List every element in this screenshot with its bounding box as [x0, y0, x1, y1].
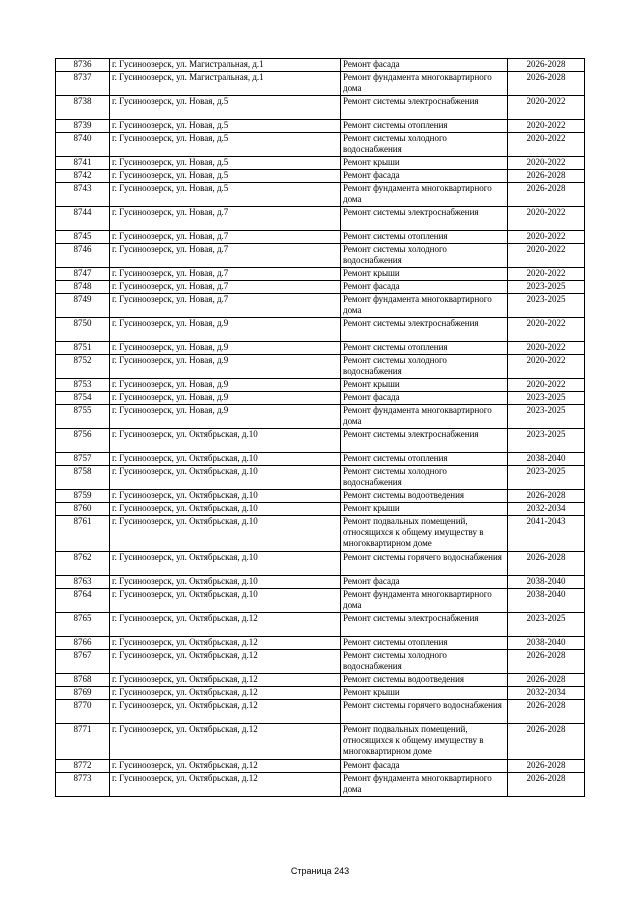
cell-address: г. Гусиноозерск, ул. Октябрьская, д.10: [110, 453, 341, 466]
cell-period: 2020-2022: [508, 268, 585, 281]
table-row: [56, 72, 585, 96]
page-footer: [0, 866, 640, 876]
cell-number: 8750: [56, 318, 110, 342]
cell-period: 2020-2022: [508, 120, 585, 133]
cell-address: г. Гусиноозерск, ул. Октябрьская, д.12: [110, 773, 341, 797]
cell-number: 8769: [56, 687, 110, 700]
cell-work-type: Ремонт фасада: [341, 59, 508, 72]
cell-address: г. Гусиноозерск, ул. Октябрьская, д.12: [110, 724, 341, 760]
cell-work-type: Ремонт системы отопления: [341, 231, 508, 244]
cell-period: 2026-2028: [508, 700, 585, 724]
cell-period: 2041-2043: [508, 516, 585, 552]
cell-address: г. Гусиноозерск, ул. Новая, д.7: [110, 231, 341, 244]
table-row: [56, 773, 585, 797]
cell-address: г. Гусиноозерск, ул. Новая, д.5: [110, 96, 341, 120]
table-row: [56, 294, 585, 318]
table-row: [56, 183, 585, 207]
cell-address: г. Гусиноозерск, ул. Магистральная, д.1: [110, 59, 341, 72]
cell-period: 2020-2022: [508, 157, 585, 170]
cell-address: г. Гусиноозерск, ул. Октябрьская, д.10: [110, 589, 341, 613]
cell-number: 8744: [56, 207, 110, 231]
table-row: [56, 687, 585, 700]
cell-period: 2020-2022: [508, 96, 585, 120]
cell-number: 8760: [56, 503, 110, 516]
cell-work-type: Ремонт крыши: [341, 687, 508, 700]
cell-work-type: Ремонт системы отопления: [341, 120, 508, 133]
cell-number: 8768: [56, 674, 110, 687]
cell-number: 8764: [56, 589, 110, 613]
cell-number: 8767: [56, 650, 110, 674]
cell-period: 2026-2028: [508, 72, 585, 96]
cell-period: 2026-2028: [508, 552, 585, 576]
cell-number: 8749: [56, 294, 110, 318]
cell-work-type: Ремонт системы горячего водоснабжения: [341, 700, 508, 724]
cell-address: г. Гусиноозерск, ул. Новая, д.5: [110, 133, 341, 157]
cell-address: г. Гусиноозерск, ул. Октябрьская, д.10: [110, 552, 341, 576]
table-row: [56, 244, 585, 268]
cell-address: г. Гусиноозерск, ул. Новая, д.9: [110, 355, 341, 379]
cell-work-type: Ремонт системы электроснабжения: [341, 96, 508, 120]
cell-period: 2026-2028: [508, 724, 585, 760]
cell-address: г. Гусиноозерск, ул. Октябрьская, д.12: [110, 637, 341, 650]
cell-period: 2020-2022: [508, 244, 585, 268]
cell-number: 8761: [56, 516, 110, 552]
cell-number: 8771: [56, 724, 110, 760]
table-row: [56, 760, 585, 773]
cell-work-type: Ремонт фасада: [341, 576, 508, 589]
table-row: [56, 589, 585, 613]
cell-work-type: Ремонт фундамента многоквартирного дома: [341, 773, 508, 797]
cell-number: 8763: [56, 576, 110, 589]
cell-period: 2020-2022: [508, 355, 585, 379]
cell-number: 8748: [56, 281, 110, 294]
cell-work-type: Ремонт подвальных помещений, относящихся к общему имуществу в многоквартирном доме: [341, 516, 508, 552]
table-row: [56, 552, 585, 576]
cell-work-type: Ремонт системы водоотведения: [341, 490, 508, 503]
table-row: [56, 576, 585, 589]
cell-address: г. Гусиноозерск, ул. Новая, д.9: [110, 342, 341, 355]
cell-work-type: Ремонт крыши: [341, 268, 508, 281]
cell-work-type: Ремонт системы холодного водоснабжения: [341, 466, 508, 490]
cell-period: 2026-2028: [508, 59, 585, 72]
cell-work-type: Ремонт фундамента многоквартирного дома: [341, 589, 508, 613]
cell-number: 8752: [56, 355, 110, 379]
cell-work-type: Ремонт фасада: [341, 760, 508, 773]
cell-address: г. Гусиноозерск, ул. Октябрьская, д.10: [110, 429, 341, 453]
cell-work-type: Ремонт фасада: [341, 170, 508, 183]
cell-address: г. Гусиноозерск, ул. Новая, д.9: [110, 405, 341, 429]
cell-period: 2023-2025: [508, 429, 585, 453]
cell-number: 8765: [56, 613, 110, 637]
cell-number: 8755: [56, 405, 110, 429]
table-row: [56, 490, 585, 503]
cell-number: 8747: [56, 268, 110, 281]
cell-number: 8743: [56, 183, 110, 207]
cell-number: 8762: [56, 552, 110, 576]
cell-work-type: Ремонт системы водоотведения: [341, 674, 508, 687]
cell-number: 8746: [56, 244, 110, 268]
table-row: [56, 700, 585, 724]
cell-period: 2023-2025: [508, 294, 585, 318]
table-row: [56, 268, 585, 281]
cell-number: 8738: [56, 96, 110, 120]
cell-address: г. Гусиноозерск, ул. Новая, д.7: [110, 294, 341, 318]
cell-address: г. Гусиноозерск, ул. Октябрьская, д.10: [110, 490, 341, 503]
cell-work-type: Ремонт системы холодного водоснабжения: [341, 650, 508, 674]
table-row: [56, 157, 585, 170]
cell-number: 8745: [56, 231, 110, 244]
table-row: [56, 231, 585, 244]
cell-address: г. Гусиноозерск, ул. Октябрьская, д.10: [110, 466, 341, 490]
cell-period: 2020-2022: [508, 133, 585, 157]
cell-period: 2020-2022: [508, 207, 585, 231]
cell-address: г. Гусиноозерск, ул. Новая, д.5: [110, 120, 341, 133]
cell-work-type: Ремонт фасада: [341, 392, 508, 405]
cell-number: 8737: [56, 72, 110, 96]
cell-address: г. Гусиноозерск, ул. Октябрьская, д.12: [110, 613, 341, 637]
cell-period: 2023-2025: [508, 281, 585, 294]
cell-work-type: Ремонт фундамента многоквартирного дома: [341, 72, 508, 96]
table-row: [56, 674, 585, 687]
cell-work-type: Ремонт системы холодного водоснабжения: [341, 133, 508, 157]
cell-number: 8759: [56, 490, 110, 503]
table-row: [56, 342, 585, 355]
cell-work-type: Ремонт системы отопления: [341, 453, 508, 466]
cell-work-type: Ремонт фундамента многоквартирного дома: [341, 405, 508, 429]
cell-period: 2026-2028: [508, 490, 585, 503]
table-row: [56, 637, 585, 650]
cell-work-type: Ремонт фасада: [341, 281, 508, 294]
table-row: [56, 466, 585, 490]
table-row: [56, 392, 585, 405]
cell-period: 2023-2025: [508, 613, 585, 637]
registry-table: [55, 58, 585, 797]
cell-number: 8756: [56, 429, 110, 453]
cell-period: 2020-2022: [508, 379, 585, 392]
cell-period: 2020-2022: [508, 318, 585, 342]
cell-address: г. Гусиноозерск, ул. Новая, д.5: [110, 183, 341, 207]
page-number-label: Страница 243: [290, 866, 350, 876]
cell-work-type: Ремонт системы электроснабжения: [341, 613, 508, 637]
table-row: [56, 503, 585, 516]
cell-address: г. Гусиноозерск, ул. Октябрьская, д.12: [110, 687, 341, 700]
table-row: [56, 379, 585, 392]
cell-work-type: Ремонт системы электроснабжения: [341, 318, 508, 342]
cell-number: 8740: [56, 133, 110, 157]
cell-address: г. Гусиноозерск, ул. Октябрьская, д.12: [110, 700, 341, 724]
table-row: [56, 613, 585, 637]
table-row: [56, 59, 585, 72]
cell-work-type: Ремонт крыши: [341, 157, 508, 170]
cell-number: 8753: [56, 379, 110, 392]
table-row: [56, 724, 585, 760]
cell-address: г. Гусиноозерск, ул. Новая, д.7: [110, 268, 341, 281]
cell-address: г. Гусиноозерск, ул. Новая, д.9: [110, 392, 341, 405]
cell-work-type: Ремонт системы холодного водоснабжения: [341, 355, 508, 379]
table-row: [56, 650, 585, 674]
cell-period: 2023-2025: [508, 405, 585, 429]
cell-period: 2026-2028: [508, 760, 585, 773]
table-row: [56, 318, 585, 342]
cell-address: г. Гусиноозерск, ул. Новая, д.5: [110, 157, 341, 170]
table-row: [56, 516, 585, 552]
cell-address: г. Гусиноозерск, ул. Октябрьская, д.10: [110, 576, 341, 589]
cell-address: г. Гусиноозерск, ул. Октябрьская, д.12: [110, 674, 341, 687]
cell-number: 8770: [56, 700, 110, 724]
table-row: [56, 355, 585, 379]
table-row: [56, 120, 585, 133]
cell-address: г. Гусиноозерск, ул. Магистральная, д.1: [110, 72, 341, 96]
table-row: [56, 96, 585, 120]
cell-work-type: Ремонт подвальных помещений, относящихся к общему имуществу в многоквартирном доме: [341, 724, 508, 760]
cell-work-type: Ремонт фундамента многоквартирного дома: [341, 294, 508, 318]
cell-work-type: Ремонт системы отопления: [341, 342, 508, 355]
cell-period: 2038-2040: [508, 637, 585, 650]
cell-period: 2038-2040: [508, 576, 585, 589]
table-row: [56, 170, 585, 183]
cell-number: 8754: [56, 392, 110, 405]
cell-period: 2020-2022: [508, 342, 585, 355]
cell-period: 2032-2034: [508, 687, 585, 700]
cell-period: 2026-2028: [508, 183, 585, 207]
table-row: [56, 429, 585, 453]
cell-number: 8742: [56, 170, 110, 183]
cell-address: г. Гусиноозерск, ул. Октябрьская, д.10: [110, 503, 341, 516]
cell-work-type: Ремонт системы отопления: [341, 637, 508, 650]
cell-period: 2026-2028: [508, 650, 585, 674]
cell-address: г. Гусиноозерск, ул. Новая, д.9: [110, 318, 341, 342]
cell-number: 8741: [56, 157, 110, 170]
cell-work-type: Ремонт системы горячего водоснабжения: [341, 552, 508, 576]
cell-period: 2038-2040: [508, 589, 585, 613]
table-row: [56, 453, 585, 466]
cell-number: 8758: [56, 466, 110, 490]
cell-address: г. Гусиноозерск, ул. Новая, д.7: [110, 281, 341, 294]
cell-number: 8772: [56, 760, 110, 773]
cell-work-type: Ремонт системы электроснабжения: [341, 429, 508, 453]
cell-work-type: Ремонт системы холодного водоснабжения: [341, 244, 508, 268]
cell-address: г. Гусиноозерск, ул. Новая, д.7: [110, 207, 341, 231]
table-row: [56, 281, 585, 294]
cell-work-type: Ремонт крыши: [341, 503, 508, 516]
cell-period: 2032-2034: [508, 503, 585, 516]
cell-work-type: Ремонт крыши: [341, 379, 508, 392]
cell-period: 2023-2025: [508, 466, 585, 490]
cell-period: 2023-2025: [508, 392, 585, 405]
cell-address: г. Гусиноозерск, ул. Октябрьская, д.10: [110, 516, 341, 552]
cell-number: 8757: [56, 453, 110, 466]
table-row: [56, 405, 585, 429]
cell-period: 2026-2028: [508, 773, 585, 797]
cell-period: 2026-2028: [508, 674, 585, 687]
cell-address: г. Гусиноозерск, ул. Октябрьская, д.12: [110, 760, 341, 773]
cell-number: 8773: [56, 773, 110, 797]
cell-number: 8736: [56, 59, 110, 72]
cell-period: 2020-2022: [508, 231, 585, 244]
cell-number: 8739: [56, 120, 110, 133]
cell-address: г. Гусиноозерск, ул. Новая, д.7: [110, 244, 341, 268]
cell-period: 2026-2028: [508, 170, 585, 183]
cell-period: 2038-2040: [508, 453, 585, 466]
cell-work-type: Ремонт системы электроснабжения: [341, 207, 508, 231]
registry-table-body: [56, 59, 585, 797]
table-row: [56, 133, 585, 157]
table-row: [56, 207, 585, 231]
cell-address: г. Гусиноозерск, ул. Октябрьская, д.12: [110, 650, 341, 674]
cell-address: г. Гусиноозерск, ул. Новая, д.9: [110, 379, 341, 392]
cell-number: 8766: [56, 637, 110, 650]
cell-work-type: Ремонт фундамента многоквартирного дома: [341, 183, 508, 207]
cell-address: г. Гусиноозерск, ул. Новая, д.5: [110, 170, 341, 183]
cell-number: 8751: [56, 342, 110, 355]
